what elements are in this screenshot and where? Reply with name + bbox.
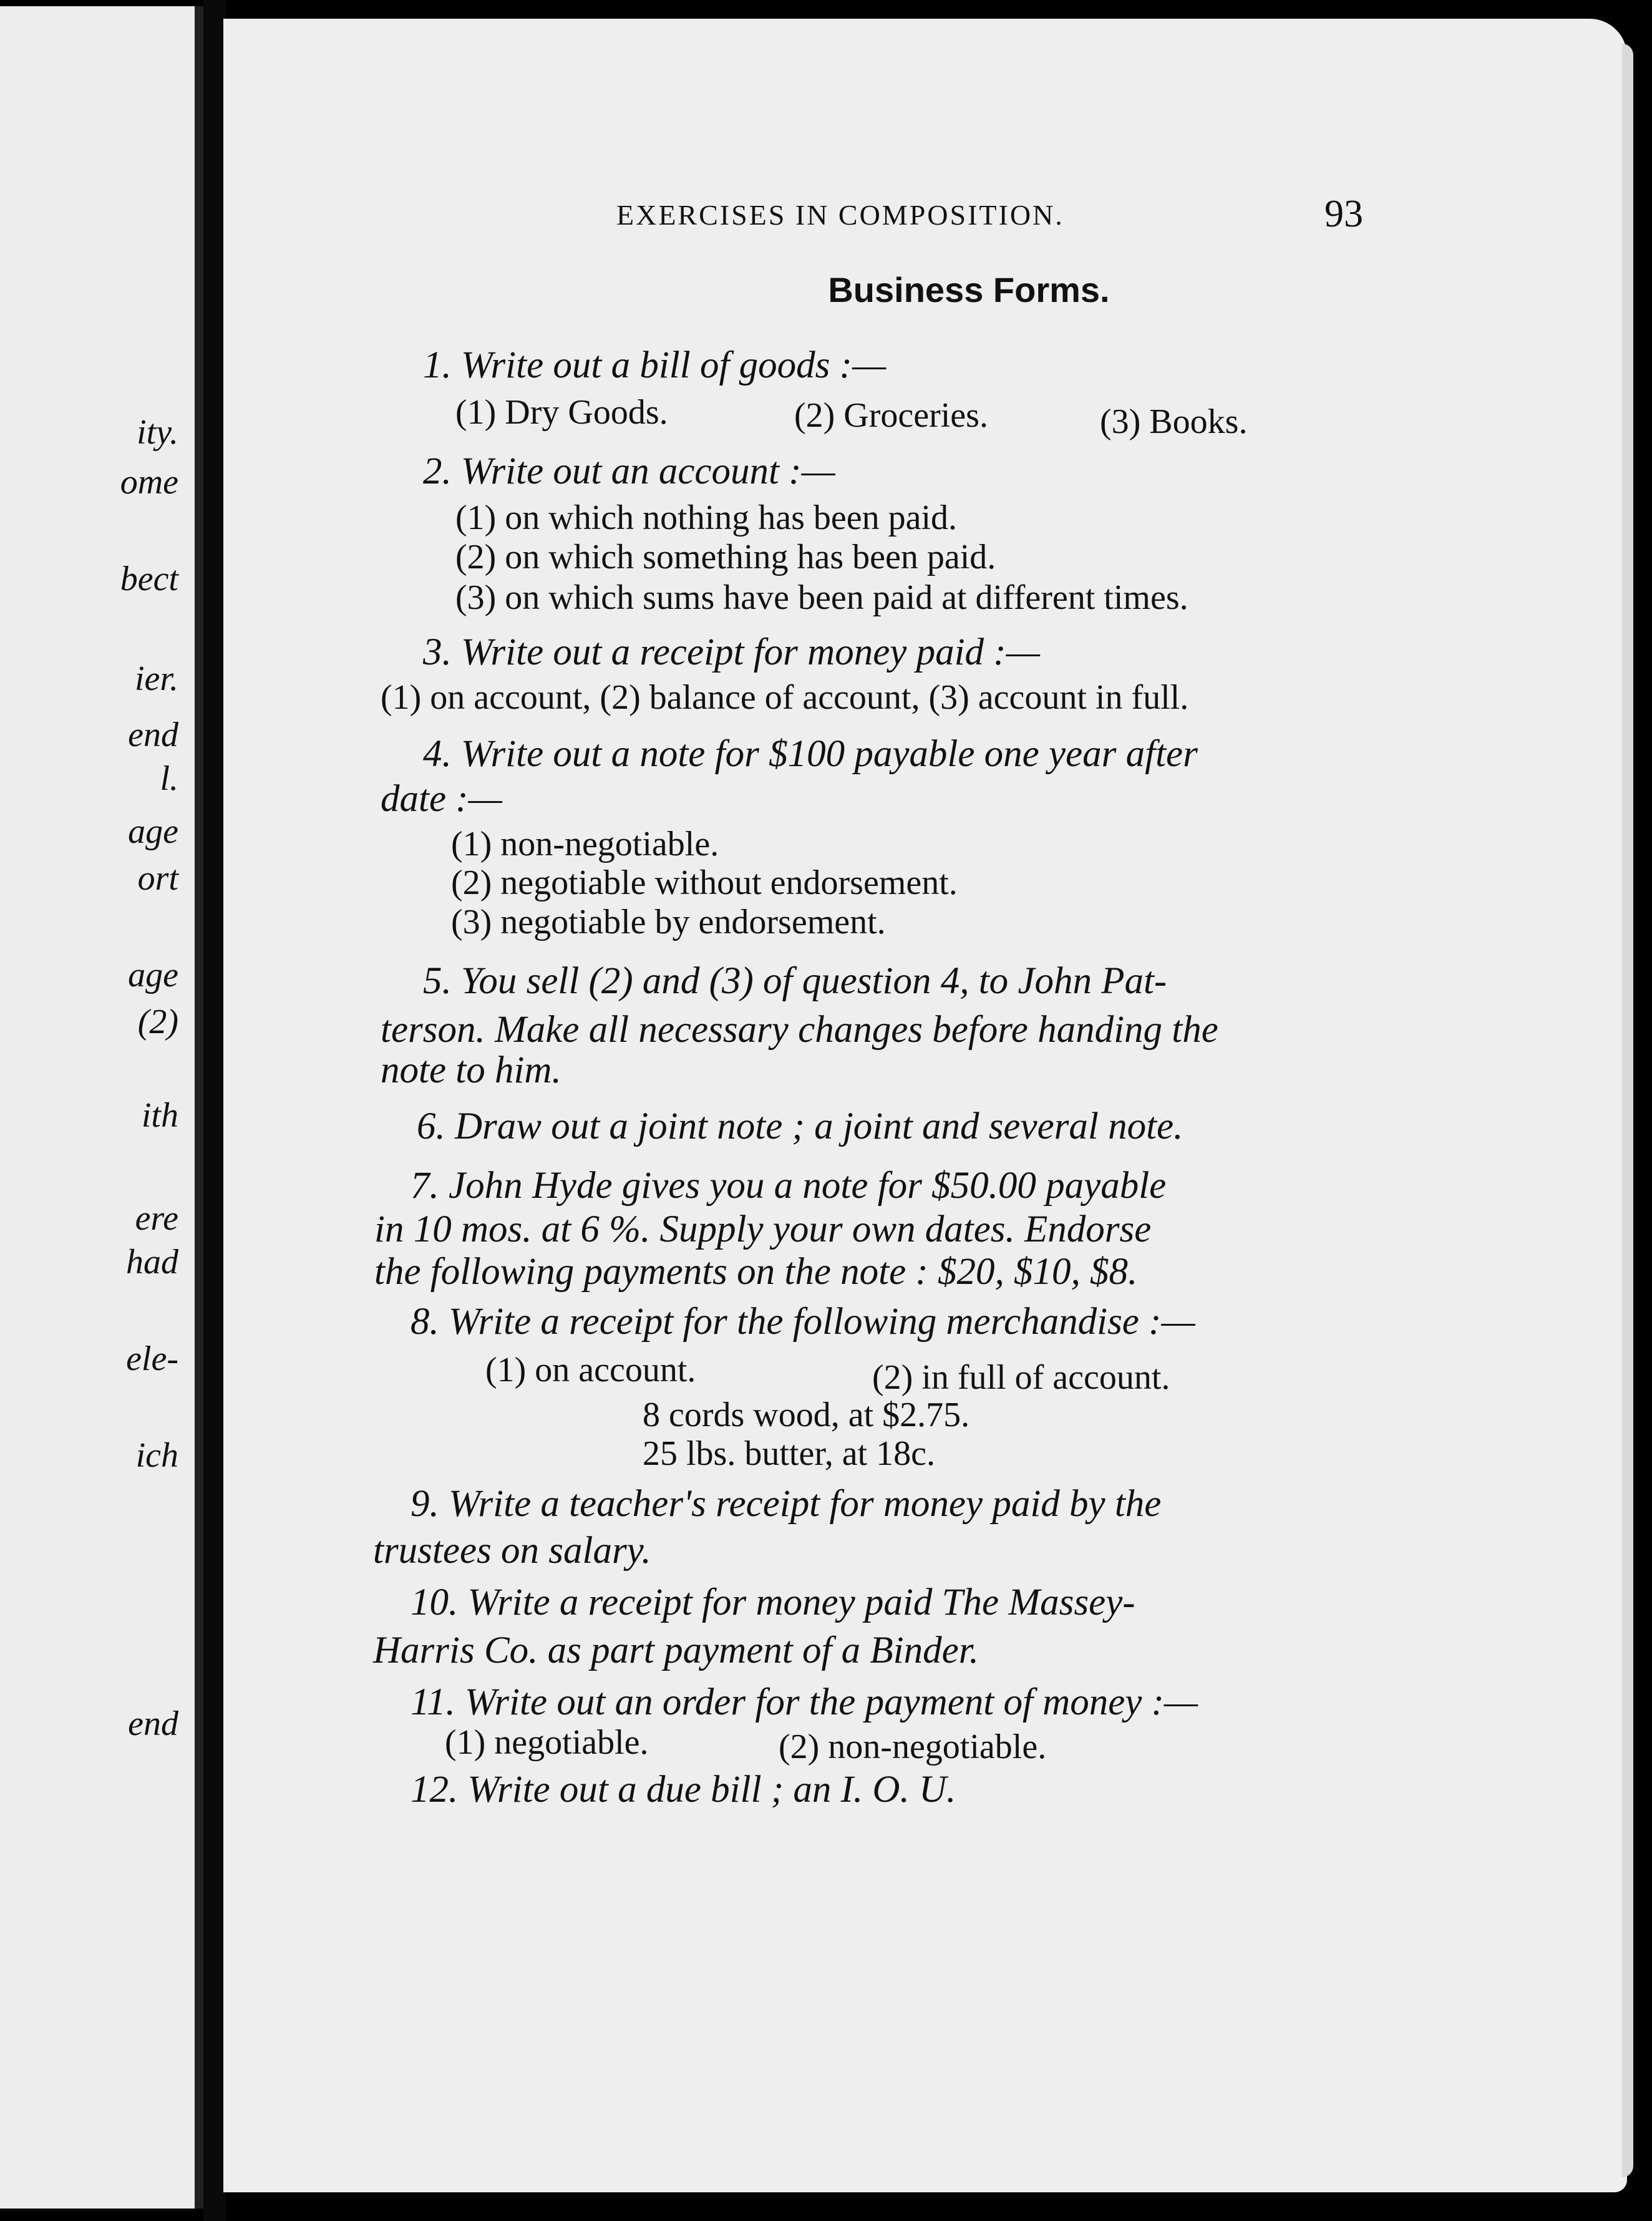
- left-facing-page: [0, 6, 203, 2209]
- exercise-12-line: 12. Write out a due bill ; an I. O. U.: [411, 1769, 956, 1810]
- exercise-1-part: (2) Groceries.: [794, 396, 988, 435]
- exercise-4-part: (2) negotiable without endorsement.: [451, 863, 958, 902]
- exercise-1-part: (1) Dry Goods.: [455, 393, 668, 432]
- exercise-4-part: (3) negotiable by endorsement.: [451, 903, 886, 941]
- left-fragment: l.: [160, 759, 178, 798]
- exercise-2-part: (3) on which sums have been paid at different times.: [455, 578, 1188, 617]
- exercise-9-line: 9. Write a teacher's receipt for money paid by the: [411, 1483, 1162, 1525]
- running-head: EXERCISES IN COMPOSITION.: [616, 199, 1064, 231]
- left-fragment: ome: [120, 463, 178, 502]
- exercise-4-part: (1) non-negotiable.: [451, 825, 719, 863]
- exercise-8-prompt: 8. Write a receipt for the following merchandise :—: [411, 1301, 1195, 1343]
- section-title: Business Forms.: [828, 270, 1110, 309]
- left-fragment: (2): [137, 1003, 178, 1041]
- exercise-1-part: (3) Books.: [1100, 402, 1248, 441]
- left-fragment: ier.: [135, 659, 178, 698]
- exercise-9-line: trustees on salary.: [373, 1530, 651, 1572]
- left-fragment: ich: [135, 1436, 178, 1475]
- exercise-5-line: terson. Make all necessary changes before handing the: [381, 1009, 1218, 1051]
- exercise-10-line: Harris Co. as part payment of a Binder.: [373, 1630, 979, 1671]
- left-fragment: had: [126, 1243, 178, 1281]
- exercise-8-part: (1) on account.: [485, 1351, 696, 1389]
- exercise-3-parts: (1) on account, (2) balance of account, (3) account in full.: [381, 678, 1189, 717]
- exercise-8-part: (2) in full of account.: [872, 1358, 1170, 1397]
- page-number: 93: [1324, 193, 1363, 235]
- exercise-10-line: 10. Write a receipt for money paid The Massey-: [411, 1582, 1135, 1623]
- left-fragment: age: [128, 812, 178, 851]
- exercise-3-prompt: 3. Write out a receipt for money paid :—: [423, 631, 1040, 673]
- left-fragment: end: [128, 716, 178, 754]
- exercise-8-item: 8 cords wood, at $2.75.: [643, 1396, 970, 1434]
- left-fragment: ort: [137, 859, 178, 898]
- exercise-2-part: (1) on which nothing has been paid.: [455, 498, 958, 537]
- exercise-11-prompt: 11. Write out an order for the payment of money :—: [411, 1681, 1198, 1723]
- exercise-5-line: note to him.: [381, 1049, 561, 1091]
- exercise-7-line: 7. John Hyde gives you a note for $50.00 payable: [411, 1165, 1167, 1207]
- exercise-4-prompt-line: 4. Write out a note for $100 payable one year after: [423, 733, 1198, 775]
- left-fragment: ith: [141, 1096, 178, 1135]
- book-spine: [203, 0, 226, 2221]
- exercise-7-line: in 10 mos. at 6 %. Supply your own dates. Endorse: [374, 1208, 1152, 1250]
- exercise-2-part: (2) on which something has been paid.: [455, 538, 996, 576]
- exercise-8-item: 25 lbs. butter, at 18c.: [643, 1434, 935, 1473]
- left-fragment: ele-: [126, 1339, 178, 1378]
- exercise-4-prompt-line: date :—: [381, 778, 502, 820]
- exercise-2-prompt: 2. Write out an account :—: [423, 450, 835, 492]
- exercise-6-line: 6. Draw out a joint note ; a joint and several note.: [417, 1106, 1183, 1147]
- exercise-7-line: the following payments on the note : $20, $10, $8.: [374, 1251, 1138, 1293]
- left-fragment: age: [128, 956, 178, 994]
- left-fragment: ity.: [137, 413, 178, 452]
- exercise-1-prompt: 1. Write out a bill of goods :—: [423, 344, 887, 386]
- book-page: [223, 19, 1627, 2192]
- exercise-11-part: (1) negotiable.: [445, 1723, 649, 1762]
- exercise-5-line: 5. You sell (2) and (3) of question 4, to John Pat-: [423, 960, 1167, 1002]
- exercise-11-part: (2) non-negotiable.: [779, 1728, 1047, 1766]
- left-fragment: end: [128, 1704, 178, 1743]
- left-fragment: bect: [120, 560, 178, 598]
- left-fragment: ere: [135, 1199, 178, 1238]
- page-edge: [1622, 44, 1633, 2177]
